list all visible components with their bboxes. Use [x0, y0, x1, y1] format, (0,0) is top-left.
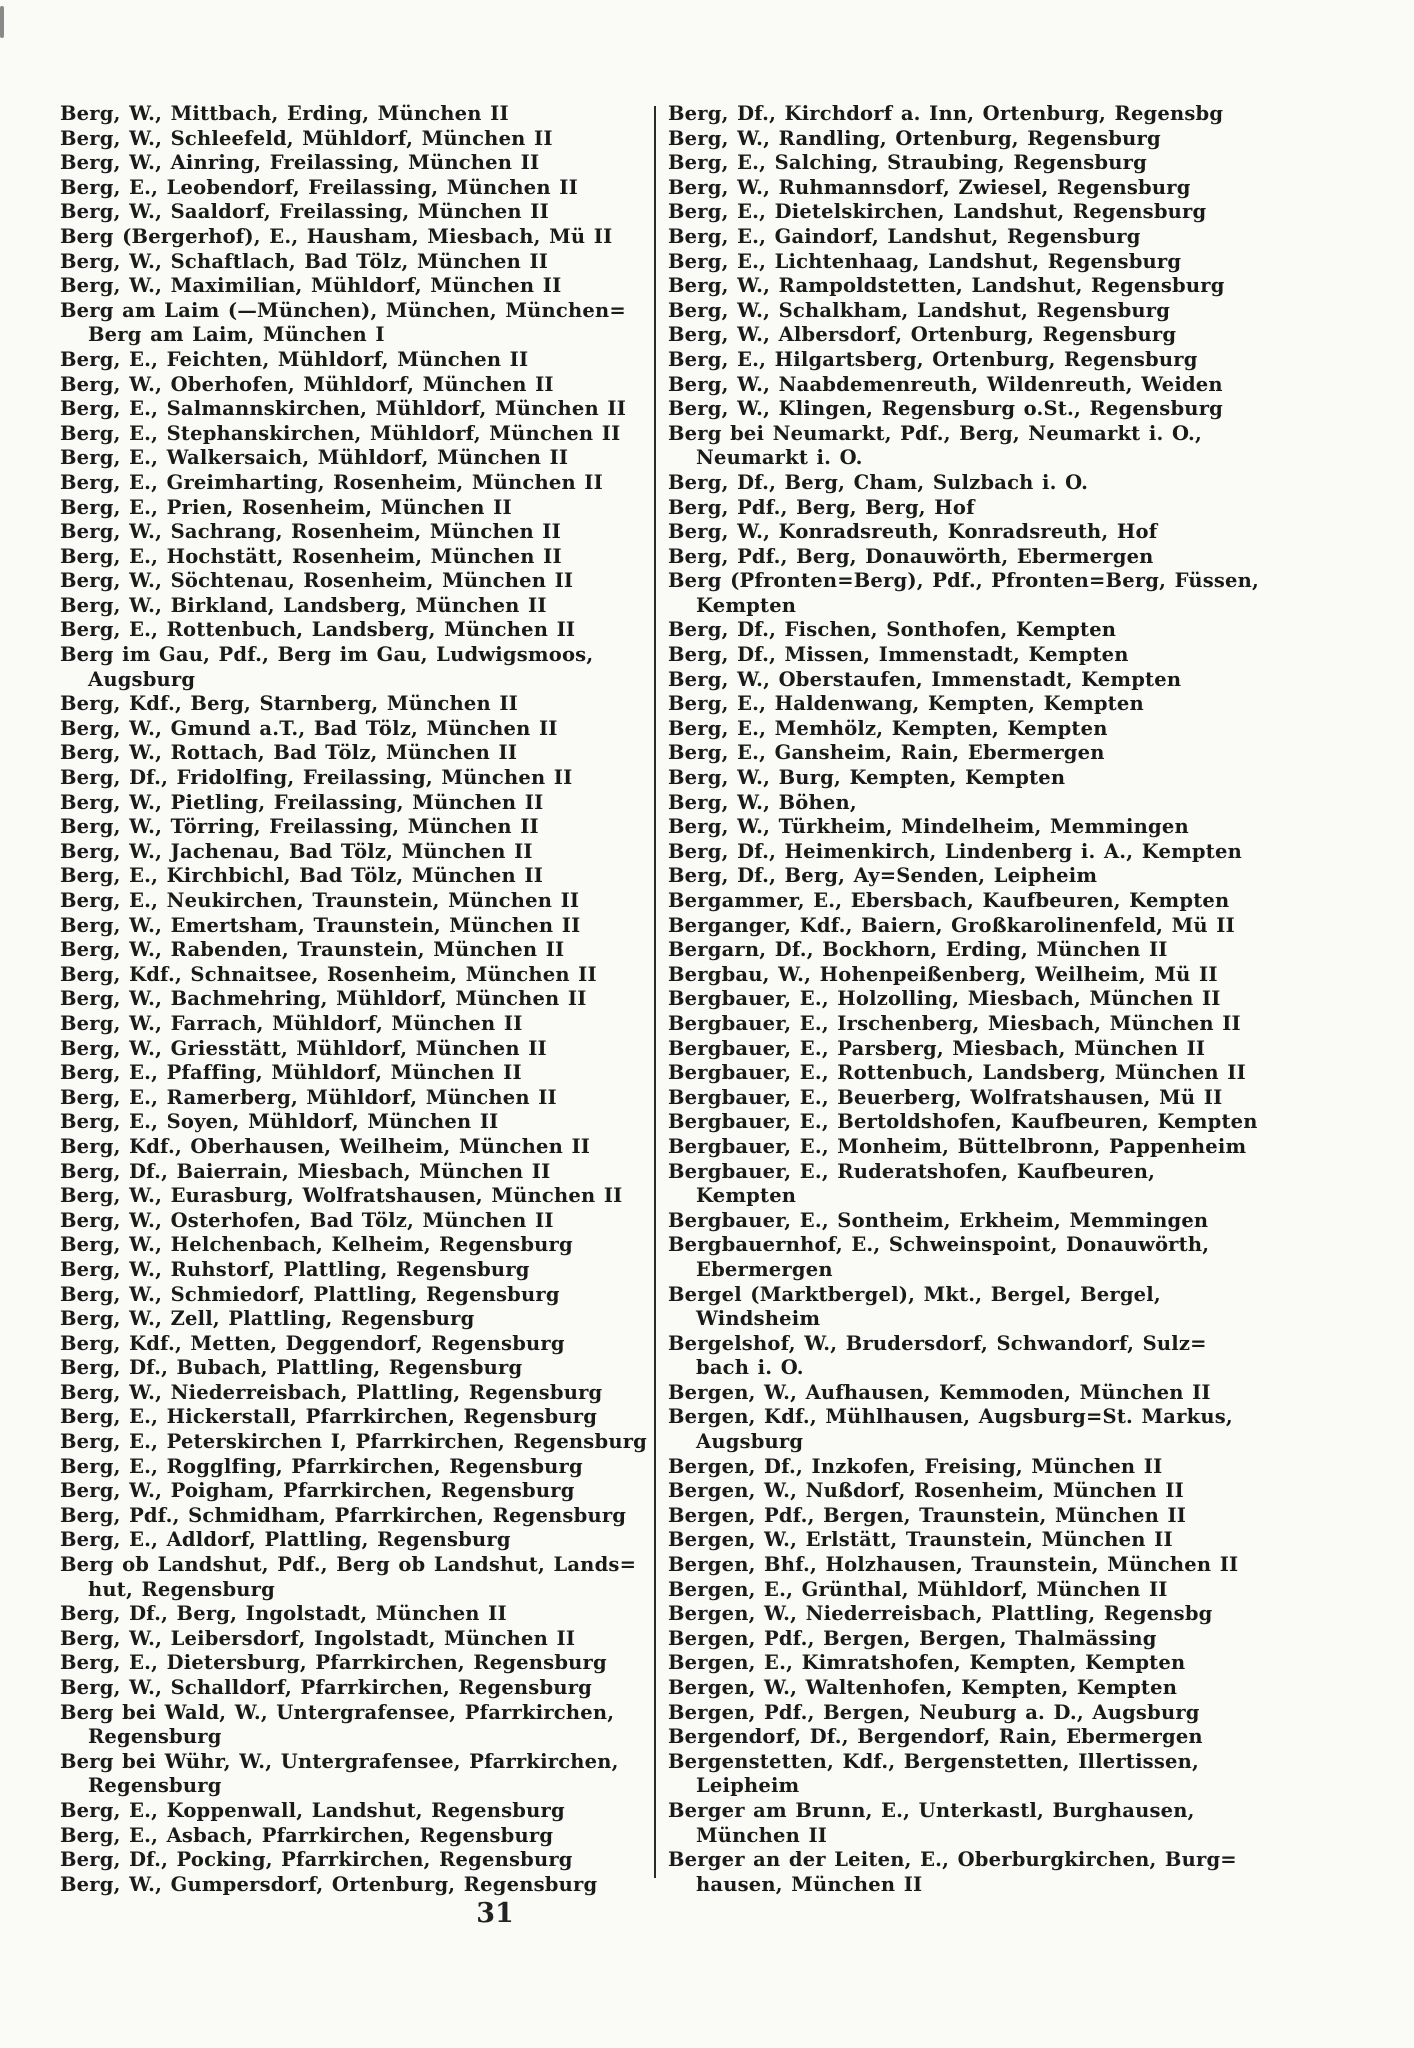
directory-entry: [60, 1086, 652, 1111]
entry-line: Berg, W., Gmund a.T., Bad Tölz, München II: [60, 716, 558, 740]
directory-entry: [60, 1233, 652, 1258]
column-divider: [654, 106, 656, 1878]
directory-entry: [668, 741, 1374, 766]
entry-line: Berg, Kdf., Oberhausen, Weilheim, München II: [60, 1134, 591, 1158]
directory-entry: [60, 1012, 652, 1037]
entry-line: Berg, W., Leibersdorf, Ingolstadt, München II: [60, 1626, 576, 1650]
directory-entry: [668, 1061, 1374, 1086]
directory-entry: [668, 1553, 1374, 1578]
entry-line: Berg, W., Pietling, Freilassing, München II: [60, 790, 544, 814]
directory-entry: [60, 1479, 652, 1504]
directory-entry: [60, 1258, 652, 1283]
directory-entry: [60, 717, 652, 742]
entry-line: Bergarn, Df., Bockhorn, Erding, München II: [668, 938, 1168, 962]
entry-line: Augsburg: [88, 667, 196, 691]
directory-entry: [60, 520, 652, 545]
directory-entry: [668, 545, 1374, 570]
directory-entry: [60, 1651, 652, 1676]
entry-line: Berg, W., Schalldorf, Pfarrkirchen, Regensburg: [60, 1676, 593, 1699]
entry-line: Berg, E., Ramerberg, Mühldorf, München II: [60, 1085, 557, 1109]
entry-line: Bergbauer, E., Monheim, Büttelbronn, Pappenheim: [668, 1134, 1247, 1158]
entry-line: Berg, Df., Bubach, Plattling, Regensburg: [60, 1356, 523, 1380]
entry-line: Berg, E., Rottenbuch, Landsberg, München II: [60, 618, 576, 642]
directory-entry: [668, 151, 1374, 176]
entry-line: Berg, W., Ruhmannsdorf, Zwiesel, Regensburg: [668, 175, 1191, 199]
directory-entry: [60, 274, 652, 299]
entry-line: Bergbauer, E., Irschenberg, Miesbach, München II: [668, 1011, 1241, 1035]
directory-entry: [668, 176, 1374, 201]
entry-line: Berg, W., Niederreisbach, Plattling, Regensburg: [60, 1380, 603, 1404]
entry-line: Berg, W., Zell, Plattling, Regensburg: [60, 1307, 475, 1331]
entry-line: Berg, E., Gaindorf, Landshut, Regensburg: [668, 224, 1141, 248]
entry-line: Bergen, Bhf., Holzhausen, Traunstein, München II: [668, 1553, 1239, 1577]
entry-line: Berg, Df., Heimenkirch, Lindenberg i. A., Kempten: [668, 839, 1242, 863]
directory-entry: [60, 594, 652, 619]
directory-entry: [668, 618, 1374, 643]
entry-line: Berg, E., Kirchbichl, Bad Tölz, München II: [60, 864, 544, 888]
entry-line: Berg, Df., Berg, Cham, Sulzbach i. O.: [668, 470, 1089, 494]
entry-line: Bergbauer, E., Sontheim, Erkheim, Memmingen: [668, 1208, 1209, 1232]
entry-line: Neumarkt i. O.: [696, 446, 863, 470]
entry-line: Berg ob Landshut, Pdf., Berg ob Landshut, Lands=: [60, 1553, 637, 1577]
directory-entry: [668, 373, 1374, 398]
directory-entry: [60, 791, 652, 816]
directory-entry: [668, 1725, 1374, 1750]
directory-entry: [668, 1479, 1374, 1504]
entry-line: Kempten: [696, 593, 797, 617]
entry-line: Bergenstetten, Kdf., Bergenstetten, Illertissen,: [668, 1749, 1200, 1773]
directory-entry: [60, 864, 652, 889]
directory-entry: [60, 1356, 652, 1381]
page-number: 31: [476, 1898, 514, 1929]
entry-line: Berg, W., Jachenau, Bad Tölz, München II: [60, 839, 533, 863]
entry-line: Bergendorf, Df., Bergendorf, Rain, Ebermergen: [668, 1725, 1203, 1749]
entry-line: Berg (Pfronten=Berg), Pdf., Pfronten=Berg, Füssen,: [668, 569, 1260, 593]
entry-line: Berg, W., Türkheim, Mindelheim, Memmingen: [668, 815, 1189, 839]
directory-entry: [60, 1750, 652, 1799]
entry-line: Bergbauer, E., Rottenbuch, Landsberg, München II: [668, 1061, 1246, 1085]
entry-line: Berg, W., Rabenden, Traunstein, München II: [60, 938, 565, 962]
entry-line: Berg, W., Oberhofen, Mühldorf, München II: [60, 372, 554, 396]
entry-line: Berg, W., Birkland, Landsberg, München II: [60, 593, 547, 617]
entry-line: Berg, W., Randling, Ortenburg, Regensburg: [668, 126, 1161, 150]
entry-line: Berger an der Leiten, E., Oberburgkirchen, Burg=: [668, 1848, 1237, 1872]
directory-entry: [668, 1110, 1374, 1135]
entry-line: Bergen, W., Waltenhofen, Kempten, Kempten: [668, 1676, 1178, 1699]
entry-line: Augsburg: [696, 1430, 804, 1454]
directory-column-right: [668, 102, 1374, 1897]
directory-entry: [60, 1061, 652, 1086]
entry-line: Berg, W., Mittbach, Erding, München II: [60, 102, 509, 125]
entry-line: Berg, E., Rogglfing, Pfarrkirchen, Regensburg: [60, 1454, 583, 1478]
directory-entry: [60, 963, 652, 988]
directory-entry: [668, 1135, 1374, 1160]
entry-line: Berg, Kdf., Berg, Starnberg, München II: [60, 692, 519, 716]
entry-line: Bergbauer, E., Bertoldshofen, Kaufbeuren, Kempten: [668, 1110, 1258, 1134]
entry-line: Berg, Df., Fridolfing, Freilassing, München II: [60, 766, 573, 790]
entry-line: Berg, W., Schmiedorf, Plattling, Regensburg: [60, 1282, 560, 1306]
entry-line: Berg, Pdf., Berg, Berg, Hof: [668, 495, 975, 519]
directory-entry: [668, 250, 1374, 275]
directory-entry: [60, 1824, 652, 1849]
entry-line: Berg, E., Salmannskirchen, Mühldorf, München II: [60, 397, 627, 421]
directory-entry: [60, 225, 652, 250]
directory-entry: [668, 496, 1374, 521]
entry-line: Berg, E., Neukirchen, Traunstein, München II: [60, 889, 580, 912]
directory-entry: [668, 1455, 1374, 1480]
entry-line: Berg, W., Farrach, Mühldorf, München II: [60, 1011, 523, 1035]
directory-entry: [60, 1504, 652, 1529]
entry-line: Berg, W., Eurasburg, Wolfratshausen, München II: [60, 1184, 623, 1208]
entry-line: Berg im Gau, Pdf., Berg im Gau, Ludwigsmoos,: [60, 643, 594, 667]
entry-line: Berg, Df., Baierrain, Miesbach, München II: [60, 1159, 551, 1183]
directory-entry: [60, 1602, 652, 1627]
directory-entry: [668, 1627, 1374, 1652]
directory-entry: [60, 987, 652, 1012]
directory-entry: [60, 102, 652, 127]
entry-line: Berg, W., Oberstaufen, Immenstadt, Kempten: [668, 667, 1182, 691]
directory-entry: [668, 987, 1374, 1012]
entry-line: Berg, E., Lichtenhaag, Landshut, Regensburg: [668, 249, 1182, 273]
directory-entry: [668, 1086, 1374, 1111]
entry-line: Berg, W., Burg, Kempten, Kempten: [668, 766, 1066, 790]
entry-line: Berg bei Neumarkt, Pdf., Berg, Neumarkt i. O.,: [668, 421, 1202, 445]
directory-entry: [668, 889, 1374, 914]
entry-line: Berg, E., Leobendorf, Freilassing, München II: [60, 175, 578, 199]
directory-entry: [668, 914, 1374, 939]
entry-line: Berg, E., Soyen, Mühldorf, München II: [60, 1110, 499, 1134]
directory-entry: [60, 1110, 652, 1135]
entry-line: Berg, E., Haldenwang, Kempten, Kempten: [668, 692, 1144, 716]
directory-entry: [668, 938, 1374, 963]
entry-line: Bergen, W., Nußdorf, Rosenheim, München II: [668, 1479, 1184, 1503]
entry-line: Berg, E., Adldorf, Plattling, Regensburg: [60, 1528, 511, 1552]
directory-entry: [668, 864, 1374, 889]
directory-entry: [60, 692, 652, 717]
directory-entry: [668, 1160, 1374, 1209]
entry-line: Berg, W., Söchtenau, Rosenheim, München II: [60, 569, 574, 593]
directory-entry: [60, 1676, 652, 1701]
entry-line: Berg, Pdf., Schmidham, Pfarrkirchen, Regensburg: [60, 1503, 627, 1527]
directory-entry: [60, 1135, 652, 1160]
entry-line: Berg, E., Pfaffing, Mühldorf, München II: [60, 1061, 522, 1085]
entry-line: Berg, W., Klingen, Regensburg o.St., Regensburg: [668, 397, 1223, 421]
entry-line: Berg, E., Feichten, Mühldorf, München II: [60, 347, 529, 371]
directory-entry: [60, 1430, 652, 1455]
directory-entry: [60, 889, 652, 914]
directory-entry: [668, 1701, 1374, 1726]
directory-entry: [60, 471, 652, 496]
directory-entry: [60, 1160, 652, 1185]
entry-line: Berg, Kdf., Schnaitsee, Rosenheim, München II: [60, 962, 597, 986]
directory-entry: [60, 643, 652, 692]
directory-entry: [668, 668, 1374, 693]
directory-entry: [668, 643, 1374, 668]
directory-entry: [60, 446, 652, 471]
entry-line: Berger am Brunn, E., Unterkastl, Burghausen,: [668, 1798, 1195, 1822]
entry-line: Berg, W., Törring, Freilassing, München II: [60, 815, 539, 839]
entry-line: Berg, W., Böhen,: [668, 790, 857, 814]
directory-entry: [668, 348, 1374, 373]
directory-entry: [668, 1676, 1374, 1701]
directory-entry: [60, 151, 652, 176]
entry-line: Berg, W., Konradsreuth, Konradsreuth, Hof: [668, 520, 1158, 544]
entry-line: Berg, E., Greimharting, Rosenheim, München II: [60, 470, 603, 494]
entry-line: Berg, E., Dietelskirchen, Landshut, Regensburg: [668, 200, 1207, 224]
entry-line: Berg, E., Gansheim, Rain, Ebermergen: [668, 741, 1105, 765]
directory-entry: [668, 520, 1374, 545]
directory-column-left: [60, 102, 652, 1897]
entry-line: Berg, E., Salching, Straubing, Regensburg: [668, 151, 1147, 175]
directory-entry: [668, 225, 1374, 250]
entry-line: Bergen, Pdf., Bergen, Bergen, Thalmässing: [668, 1626, 1157, 1650]
entry-line: Berg, W., Helchenbach, Kelheim, Regensburg: [60, 1233, 573, 1257]
directory-entry: [60, 741, 652, 766]
directory-entry: [668, 323, 1374, 348]
directory-entry: [668, 1504, 1374, 1529]
directory-entry: [60, 373, 652, 398]
directory-entry: [60, 176, 652, 201]
directory-entry: [668, 766, 1374, 791]
entry-line: Berg, Kdf., Metten, Deggendorf, Regensburg: [60, 1331, 565, 1355]
directory-entry: [668, 1209, 1374, 1234]
entry-line: Bergel (Marktbergel), Mkt., Bergel, Bergel,: [668, 1282, 1161, 1306]
entry-line: bach i. O.: [696, 1356, 804, 1380]
entry-line: Bergbauer, E., Parsberg, Miesbach, München II: [668, 1036, 1206, 1060]
entry-line: Berg, Df., Pocking, Pfarrkirchen, Regensburg: [60, 1848, 573, 1872]
directory-entry: [668, 840, 1374, 865]
directory-entry: [668, 1799, 1374, 1848]
entry-line: Berg, E., Walkersaich, Mühldorf, München II: [60, 446, 569, 470]
entry-line: Berg, E., Hochstätt, Rosenheim, München II: [60, 544, 562, 568]
entry-line: Bergammer, E., Ebersbach, Kaufbeuren, Kempten: [668, 889, 1230, 912]
entry-line: Berg, Df., Fischen, Sonthofen, Kempten: [668, 618, 1117, 642]
directory-entry: [60, 496, 652, 521]
directory-entry: [668, 422, 1374, 471]
directory-entry: [60, 397, 652, 422]
directory-entry: [60, 1283, 652, 1308]
entry-line: Regensburg: [88, 1774, 222, 1798]
entry-line: Leipheim: [696, 1774, 800, 1798]
directory-entry: [60, 1037, 652, 1062]
entry-line: Bergbauer, E., Beuerberg, Wolfratshausen, Mü II: [668, 1085, 1223, 1109]
directory-entry: [668, 1012, 1374, 1037]
entry-line: Berg, Pdf., Berg, Donauwörth, Ebermergen: [668, 544, 1154, 568]
entry-line: Berg, W., Emertsham, Traunstein, München II: [60, 913, 581, 937]
directory-entry: [60, 815, 652, 840]
entry-line: Berg bei Wald, W., Untergrafensee, Pfarrkirchen,: [60, 1700, 615, 1724]
directory-entry: [60, 250, 652, 275]
directory-entry: [60, 569, 652, 594]
entry-line: Bergen, W., Niederreisbach, Plattling, Regensbg: [668, 1602, 1213, 1626]
entry-line: Regensburg: [88, 1725, 222, 1749]
entry-line: Bergen, Df., Inzkofen, Freising, München II: [668, 1454, 1163, 1478]
directory-entry: [668, 1233, 1374, 1282]
directory-entry: [60, 1332, 652, 1357]
directory-entry: [60, 938, 652, 963]
entry-line: Windsheim: [696, 1307, 821, 1331]
directory-entry: [668, 1283, 1374, 1332]
directory-entry: [60, 545, 652, 570]
entry-line: Berg, E., Hickerstall, Pfarrkirchen, Regensburg: [60, 1405, 598, 1429]
directory-entry: [60, 766, 652, 791]
directory-entry: [668, 1750, 1374, 1799]
directory-entry: [60, 127, 652, 152]
directory-entry: [60, 840, 652, 865]
scan-edge-artifact: [0, 6, 4, 38]
directory-entry: [60, 1455, 652, 1480]
directory-entry: [668, 569, 1374, 618]
directory-entry: [60, 1873, 652, 1898]
entry-line: Berg, Df., Missen, Immenstadt, Kempten: [668, 643, 1129, 667]
directory-entry: [60, 299, 652, 348]
entry-line: Bergen, E., Kimratshofen, Kempten, Kempten: [668, 1651, 1186, 1675]
entry-line: Berg, E., Stephanskirchen, Mühldorf, München II: [60, 421, 621, 445]
directory-entry: [668, 1848, 1374, 1897]
directory-entry: [668, 471, 1374, 496]
directory-entry: [668, 963, 1374, 988]
entry-line: Bergen, W., Aufhausen, Kemmoden, München II: [668, 1380, 1211, 1404]
entry-line: Bergen, Pdf., Bergen, Traunstein, München II: [668, 1503, 1187, 1527]
entry-line: Berg am Laim (—München), München, München=: [60, 298, 626, 322]
directory-entry: [60, 1627, 652, 1652]
entry-line: Berg, Df., Berg, Ay=Senden, Leipheim: [668, 864, 1098, 888]
directory-entry: [668, 1037, 1374, 1062]
entry-line: Berg, W., Sachrang, Rosenheim, München II: [60, 520, 561, 544]
entry-line: Kempten: [696, 1184, 797, 1208]
directory-entry: [668, 791, 1374, 816]
entry-line: Berg, W., Gumpersdorf, Ortenburg, Regensburg: [60, 1872, 598, 1896]
entry-line: München II: [696, 1823, 828, 1847]
entry-line: Berg, W., Albersdorf, Ortenburg, Regensburg: [668, 323, 1177, 347]
directory-entry: [668, 1578, 1374, 1603]
entry-line: Berg, W., Osterhofen, Bad Tölz, München II: [60, 1208, 554, 1232]
entry-line: Berg, W., Rottach, Bad Tölz, München II: [60, 741, 518, 765]
directory-entry: [668, 717, 1374, 742]
entry-line: Berganger, Kdf., Baiern, Großkarolinenfeld, Mü II: [668, 913, 1235, 937]
entry-line: Bergbauernhof, E., Schweinspoint, Donauwörth,: [668, 1233, 1210, 1257]
directory-entry: [668, 1651, 1374, 1676]
directory-entry: [60, 348, 652, 373]
entry-line: Berg, E., Hilgartsberg, Ortenburg, Regensburg: [668, 347, 1198, 371]
entry-line: Bergen, W., Erlstätt, Traunstein, München II: [668, 1528, 1173, 1552]
entry-line: Berg, W., Rampoldstetten, Landshut, Regensburg: [668, 274, 1225, 298]
directory-entry: [60, 1528, 652, 1553]
directory-entry: [60, 1405, 652, 1430]
directory-entry: [668, 200, 1374, 225]
entry-line: Berg, W., Ruhstorf, Plattling, Regensburg: [60, 1257, 530, 1281]
directory-entry: [60, 1184, 652, 1209]
directory-entry: [668, 397, 1374, 422]
entry-line: Bergbauer, E., Ruderatshofen, Kaufbeuren,: [668, 1159, 1156, 1183]
entry-line: Bergbau, W., Hohenpeißenberg, Weilheim, Mü II: [668, 962, 1218, 986]
entry-line: Berg bei Wühr, W., Untergrafensee, Pfarrkirchen,: [60, 1749, 619, 1773]
entry-line: Berg, W., Schleefeld, Mühldorf, München II: [60, 126, 553, 150]
entry-line: Bergelshof, W., Brudersdorf, Schwandorf, Sulz=: [668, 1331, 1207, 1355]
entry-line: Berg, E., Koppenwall, Landshut, Regensburg: [60, 1798, 565, 1822]
entry-line: Bergbauer, E., Holzolling, Miesbach, München II: [668, 987, 1221, 1011]
directory-entry: [60, 200, 652, 225]
directory-entry: [60, 1848, 652, 1873]
directory-entry: [668, 1405, 1374, 1454]
entry-line: Berg am Laim, München I: [88, 323, 385, 347]
directory-entry: [668, 274, 1374, 299]
directory-entry: [668, 815, 1374, 840]
directory-entry: [668, 692, 1374, 717]
entry-line: Ebermergen: [696, 1257, 833, 1281]
entry-line: Berg, Df., Kirchdorf a. Inn, Ortenburg, Regensbg: [668, 102, 1224, 125]
directory-entry: [668, 1381, 1374, 1406]
directory-entry: [60, 1381, 652, 1406]
entry-line: Berg, W., Saaldorf, Freilassing, München II: [60, 200, 549, 224]
entry-line: Berg, W., Schaftlach, Bad Tölz, München II: [60, 249, 549, 273]
directory-entry: [60, 1553, 652, 1602]
entry-line: Berg, W., Bachmehring, Mühldorf, München II: [60, 987, 587, 1011]
entry-line: Berg, E., Asbach, Pfarrkirchen, Regensburg: [60, 1823, 554, 1847]
directory-entry: [60, 1701, 652, 1750]
entry-line: Berg, E., Prien, Rosenheim, München II: [60, 495, 512, 519]
entry-line: Berg, W., Naabdemenreuth, Wildenreuth, Weiden: [668, 372, 1223, 396]
entry-line: Berg, Df., Berg, Ingolstadt, München II: [60, 1602, 507, 1626]
entry-line: Berg, W., Griesstätt, Mühldorf, München II: [60, 1036, 547, 1060]
entry-line: Berg, E., Dietersburg, Pfarrkirchen, Regensburg: [60, 1651, 607, 1675]
directory-entry: [668, 1528, 1374, 1553]
entry-line: Bergen, E., Grünthal, Mühldorf, München II: [668, 1577, 1168, 1601]
entry-line: Berg, W., Ainring, Freilassing, München II: [60, 151, 540, 175]
directory-entry: [668, 299, 1374, 324]
entry-line: hausen, München II: [696, 1872, 923, 1896]
directory-entry: [60, 422, 652, 447]
directory-entry: [60, 914, 652, 939]
entry-line: Berg, W., Maximilian, Mühldorf, München II: [60, 274, 562, 298]
entry-line: Berg (Bergerhof), E., Hausham, Miesbach, Mü II: [60, 224, 613, 248]
entry-line: Berg, W., Poigham, Pfarrkirchen, Regensburg: [60, 1479, 575, 1503]
entry-line: Berg, E., Peterskirchen I, Pfarrkirchen, Regensburg: [60, 1430, 647, 1454]
entry-line: Bergen, Pdf., Bergen, Neuburg a. D., Augsburg: [668, 1700, 1200, 1724]
directory-entry: [668, 1332, 1374, 1381]
entry-line: Bergen, Kdf., Mühlhausen, Augsburg=St. Markus,: [668, 1405, 1233, 1429]
entry-line: hut, Regensburg: [88, 1577, 275, 1601]
directory-entry: [668, 1602, 1374, 1627]
directory-entry: [60, 1799, 652, 1824]
directory-entry: [668, 127, 1374, 152]
directory-entry: [60, 1209, 652, 1234]
directory-entry: [60, 618, 652, 643]
entry-line: Berg, W., Schalkham, Landshut, Regensburg: [668, 298, 1171, 322]
directory-entry: [668, 102, 1374, 127]
entry-line: Berg, E., Memhölz, Kempten, Kempten: [668, 716, 1108, 740]
directory-entry: [60, 1307, 652, 1332]
